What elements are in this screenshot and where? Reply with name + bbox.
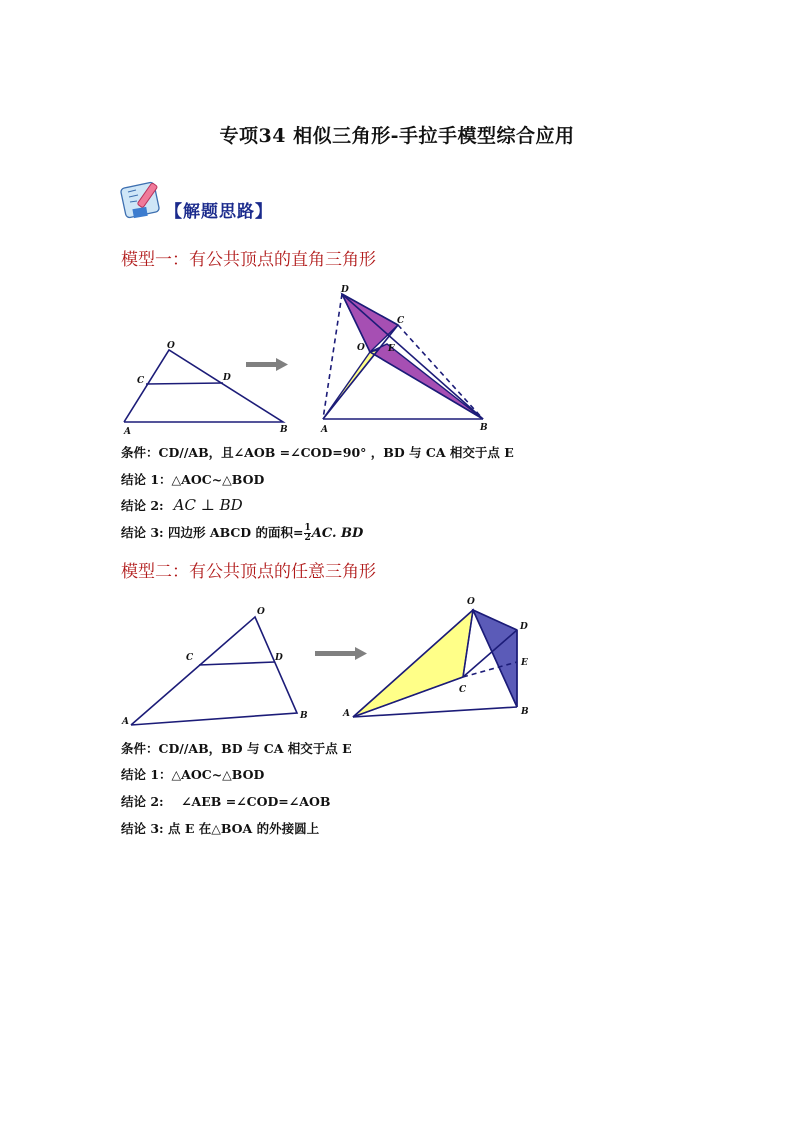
model2-conclusion-3: 结论 3: 点 E 在△BOA 的外接圆上 [121,821,320,836]
label-e: E [388,344,395,354]
label-d: D [275,653,283,663]
label-b: B [300,711,308,721]
label-a: A [122,717,129,727]
model1-heading: 模型一：有公共顶点的直角三角形 [121,250,376,270]
label-e: E [521,658,528,668]
label-c: C [186,653,194,663]
model1-conclusion-2 [121,496,243,514]
model2-right-figure [353,610,517,717]
label-b: B [521,707,529,717]
label-b: B [480,423,488,433]
label-a: A [124,427,131,437]
conclusion-3-math: AC. BD [311,526,364,541]
model2-conclusion-2: 结论 2: ∠AEB =∠COD=∠AOB [121,794,331,809]
conclusion-2-math: AC ⊥ BD [173,496,243,514]
label-d: D [223,373,231,383]
label-d: D [341,285,349,295]
label-b: B [280,425,288,435]
label-c: C [459,685,467,695]
label-c: C [397,316,405,326]
model2-left-triangle [131,617,297,725]
transform-arrow [246,358,288,371]
model1-figure [115,282,515,437]
conclusion-3-label: 结论 3: 四边形 ABCD 的面积= [121,525,304,540]
banner-label: 【解题思路】 [165,202,273,222]
model1-conclusion-3 [121,523,363,543]
model2-heading: 模型二：有公共顶点的任意三角形 [121,562,376,582]
label-o: O [357,343,365,353]
label-d: D [520,622,528,632]
label-a: A [321,425,328,435]
model2-figure [115,590,535,735]
one-half-fraction: $\frac{1}{2}$ [304,523,311,543]
label-c: C [137,376,145,386]
model1-condition: 条件：CD//AB，且∠AOB =∠COD=90° ，BD 与 CA 相交于点 E [121,445,514,460]
label-o: O [467,597,475,607]
model1-left-triangle [124,350,283,422]
transform-arrow [315,647,367,660]
page-title: 专项34 相似三角形-手拉手模型综合应用 [219,125,575,147]
model2-conclusion-1: 结论 1：△AOC~△BOD [121,767,265,782]
notebook-pencil-icon [120,182,159,218]
model1-right-figure [323,294,483,419]
model2-condition: 条件：CD//AB，BD 与 CA 相交于点 E [121,741,352,756]
label-o: O [167,341,175,351]
conclusion-2-label: 结论 2: [121,498,164,513]
model1-conclusion-1: 结论 1：△AOC~△BOD [121,472,265,487]
label-o: O [257,607,265,617]
label-a: A [343,709,350,719]
